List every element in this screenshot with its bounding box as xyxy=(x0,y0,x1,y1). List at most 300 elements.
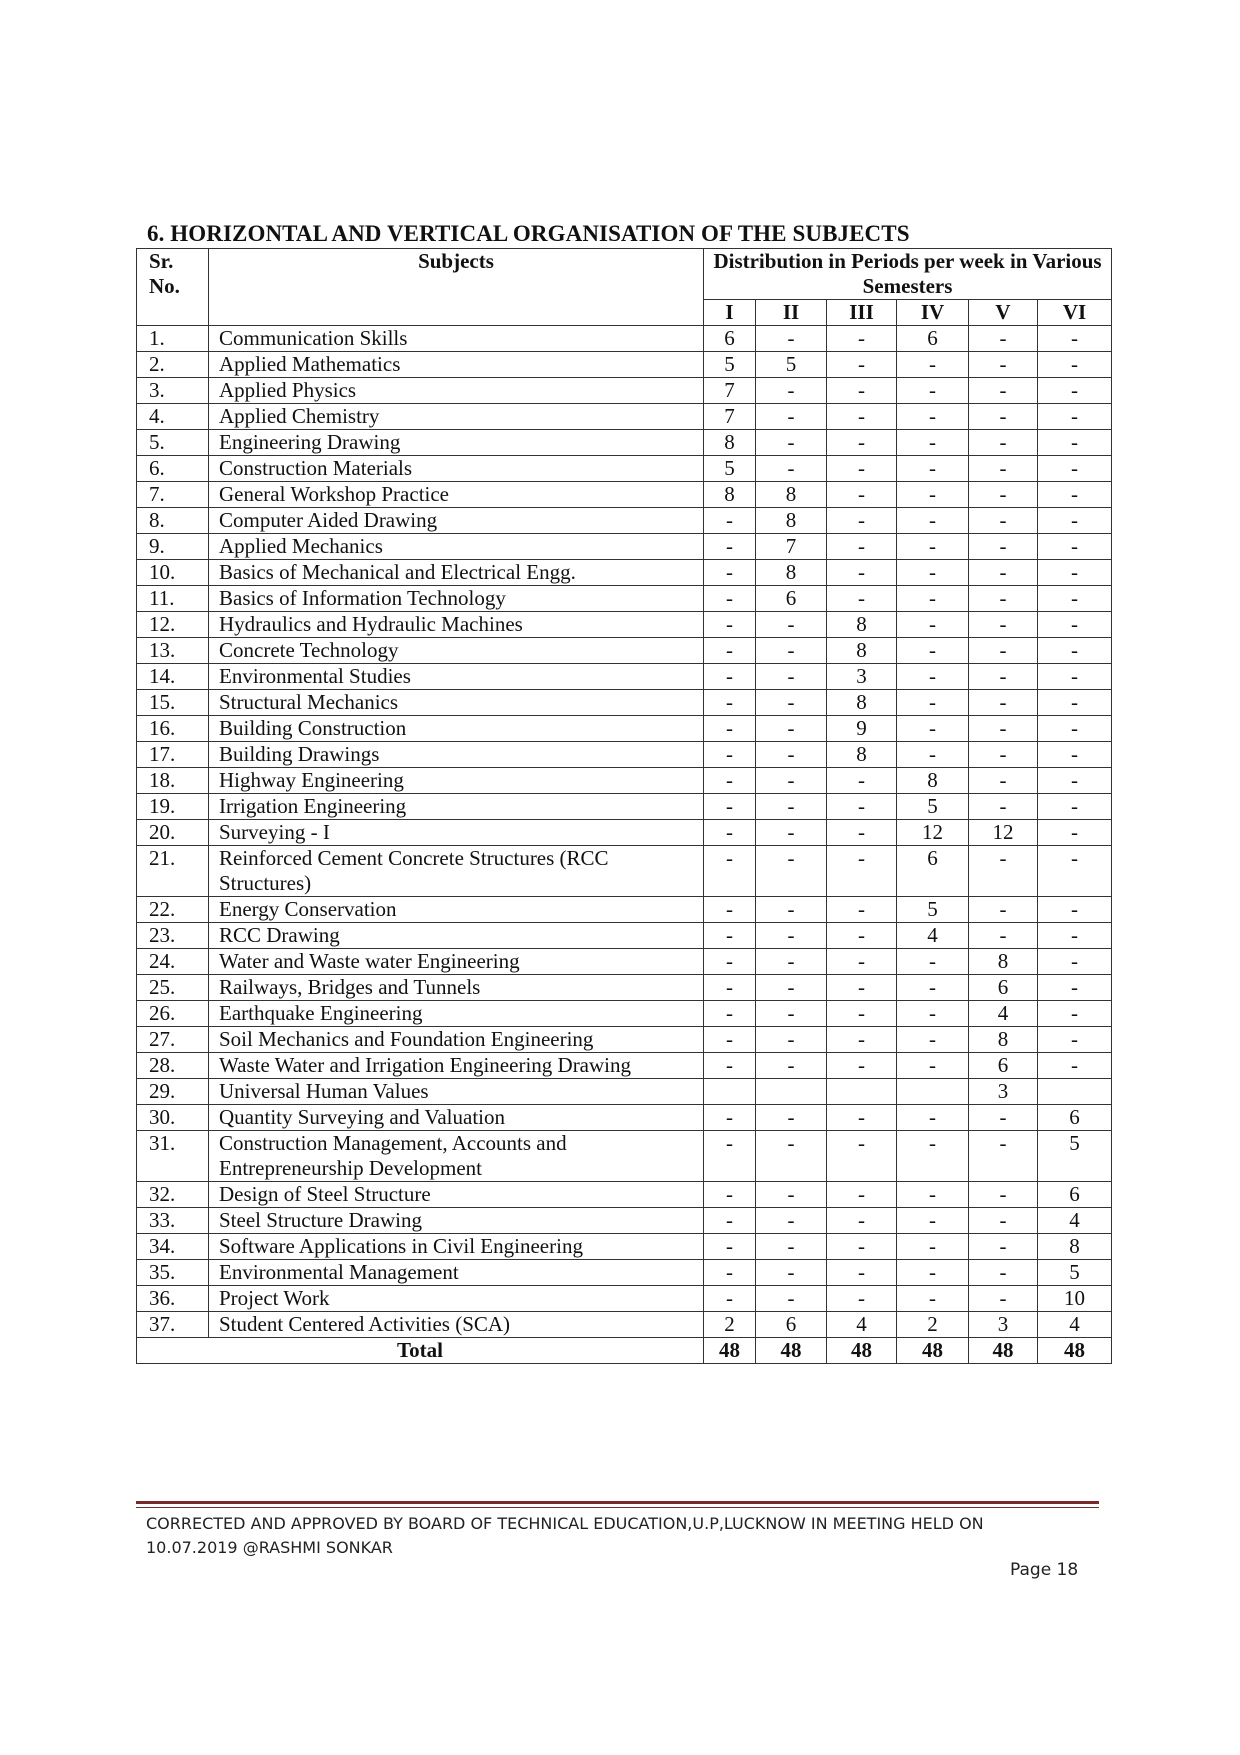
period-cell: - xyxy=(704,612,756,638)
period-cell: - xyxy=(969,404,1038,430)
period-cell: - xyxy=(827,1234,897,1260)
period-cell: - xyxy=(969,430,1038,456)
row-subject: Software Applications in Civil Engineering xyxy=(209,1234,704,1260)
row-subject: Building Drawings xyxy=(209,742,704,768)
period-cell: - xyxy=(969,794,1038,820)
period-cell: - xyxy=(827,1001,897,1027)
period-cell: - xyxy=(1038,949,1112,975)
period-cell: - xyxy=(897,404,969,430)
period-cell: - xyxy=(756,1208,827,1234)
period-cell: - xyxy=(827,1131,897,1182)
period-cell xyxy=(704,1079,756,1105)
period-cell: - xyxy=(756,1105,827,1131)
table-row xyxy=(137,456,1112,482)
row-sr-no: 10. xyxy=(137,560,209,586)
period-cell: 6 xyxy=(969,975,1038,1001)
table-row xyxy=(137,923,1112,949)
period-cell: 7 xyxy=(704,378,756,404)
period-cell: 10 xyxy=(1038,1286,1112,1312)
table-row xyxy=(137,1027,1112,1053)
period-cell: 5 xyxy=(1038,1260,1112,1286)
table-row xyxy=(137,482,1112,508)
period-cell: - xyxy=(969,1234,1038,1260)
row-sr-no: 4. xyxy=(137,404,209,430)
period-cell: 3 xyxy=(827,664,897,690)
semester-header: V xyxy=(969,300,1038,326)
period-cell: 5 xyxy=(704,352,756,378)
table-row xyxy=(137,586,1112,612)
period-cell: - xyxy=(897,1182,969,1208)
period-cell: - xyxy=(1038,742,1112,768)
period-cell: - xyxy=(897,664,969,690)
period-cell: 8 xyxy=(827,690,897,716)
period-cell: - xyxy=(704,586,756,612)
period-cell: 8 xyxy=(704,430,756,456)
period-cell: - xyxy=(827,1027,897,1053)
row-subject: Applied Mathematics xyxy=(209,352,704,378)
period-cell: - xyxy=(1038,768,1112,794)
period-cell: - xyxy=(969,1286,1038,1312)
period-cell: - xyxy=(827,1053,897,1079)
row-sr-no: 33. xyxy=(137,1208,209,1234)
table-row xyxy=(137,690,1112,716)
period-cell: - xyxy=(756,378,827,404)
footer-rule xyxy=(136,1501,1099,1504)
header-distribution: Distribution in Periods per week in Various Semesters xyxy=(704,249,1112,300)
period-cell: - xyxy=(897,1234,969,1260)
period-cell: - xyxy=(756,326,827,352)
table-row xyxy=(137,1234,1112,1260)
period-cell: - xyxy=(704,534,756,560)
period-cell: - xyxy=(897,508,969,534)
row-sr-no: 2. xyxy=(137,352,209,378)
table-row xyxy=(137,1208,1112,1234)
row-sr-no: 29. xyxy=(137,1079,209,1105)
period-cell: - xyxy=(827,534,897,560)
period-cell: - xyxy=(1038,534,1112,560)
table-row xyxy=(137,1312,1112,1338)
period-cell: - xyxy=(704,846,756,897)
row-sr-no: 1. xyxy=(137,326,209,352)
row-subject: Soil Mechanics and Foundation Engineering xyxy=(209,1027,704,1053)
period-cell: - xyxy=(969,1131,1038,1182)
table-row xyxy=(137,534,1112,560)
period-cell: - xyxy=(897,975,969,1001)
period-cell: - xyxy=(897,586,969,612)
period-cell: 8 xyxy=(756,508,827,534)
footer-rule-thin xyxy=(136,1507,1099,1508)
footer-line-1: CORRECTED AND APPROVED BY BOARD OF TECHNICAL EDUCATION,U.P,LUCKNOW IN MEETING HELD ON xyxy=(146,1514,984,1533)
period-cell: 4 xyxy=(1038,1208,1112,1234)
period-cell: 8 xyxy=(969,949,1038,975)
row-sr-no: 12. xyxy=(137,612,209,638)
row-sr-no: 28. xyxy=(137,1053,209,1079)
period-cell: - xyxy=(756,949,827,975)
period-cell: - xyxy=(897,949,969,975)
period-cell: - xyxy=(1038,897,1112,923)
period-cell: - xyxy=(1038,1001,1112,1027)
period-cell: - xyxy=(756,897,827,923)
period-cell: - xyxy=(756,404,827,430)
period-cell: - xyxy=(704,820,756,846)
period-cell xyxy=(897,1079,969,1105)
period-cell: - xyxy=(756,1053,827,1079)
period-cell: - xyxy=(704,1131,756,1182)
period-cell: - xyxy=(897,456,969,482)
row-sr-no: 16. xyxy=(137,716,209,742)
period-cell: - xyxy=(756,1027,827,1053)
period-cell: - xyxy=(827,1105,897,1131)
table-row xyxy=(137,352,1112,378)
period-cell: - xyxy=(756,456,827,482)
period-cell: - xyxy=(897,1027,969,1053)
period-cell: - xyxy=(756,638,827,664)
period-cell: - xyxy=(969,1208,1038,1234)
period-cell: - xyxy=(704,664,756,690)
table-row xyxy=(137,794,1112,820)
period-cell: - xyxy=(969,508,1038,534)
period-cell: 12 xyxy=(969,820,1038,846)
period-cell: - xyxy=(704,508,756,534)
header-subjects: Subjects xyxy=(209,249,704,326)
period-cell: - xyxy=(1038,586,1112,612)
period-cell: - xyxy=(756,716,827,742)
table-row xyxy=(137,716,1112,742)
period-cell: - xyxy=(969,612,1038,638)
table-row xyxy=(137,1131,1112,1182)
period-cell: - xyxy=(1038,612,1112,638)
row-subject: Concrete Technology xyxy=(209,638,704,664)
period-cell: - xyxy=(704,1286,756,1312)
row-subject: Water and Waste water Engineering xyxy=(209,949,704,975)
table-row xyxy=(137,1286,1112,1312)
table-row xyxy=(137,820,1112,846)
row-subject: Construction Management, Accounts and Entrepreneurship Development xyxy=(209,1131,704,1182)
row-sr-no: 35. xyxy=(137,1260,209,1286)
period-cell: 8 xyxy=(827,612,897,638)
period-cell: 8 xyxy=(827,638,897,664)
row-sr-no: 14. xyxy=(137,664,209,690)
period-cell: 4 xyxy=(827,1312,897,1338)
period-cell: - xyxy=(969,378,1038,404)
period-cell: - xyxy=(827,508,897,534)
period-cell: - xyxy=(897,378,969,404)
row-subject: Student Centered Activities (SCA) xyxy=(209,1312,704,1338)
period-cell: - xyxy=(704,1105,756,1131)
row-sr-no: 32. xyxy=(137,1182,209,1208)
period-cell: 3 xyxy=(969,1312,1038,1338)
period-cell: 6 xyxy=(756,586,827,612)
period-cell: - xyxy=(969,1182,1038,1208)
period-cell: 8 xyxy=(827,742,897,768)
row-subject: Universal Human Values xyxy=(209,1079,704,1105)
period-cell: - xyxy=(969,923,1038,949)
row-sr-no: 20. xyxy=(137,820,209,846)
period-cell: - xyxy=(897,352,969,378)
total-cell: 48 xyxy=(897,1338,969,1364)
row-sr-no: 37. xyxy=(137,1312,209,1338)
period-cell: - xyxy=(969,482,1038,508)
table-row xyxy=(137,612,1112,638)
period-cell: 5 xyxy=(897,897,969,923)
period-cell: - xyxy=(897,534,969,560)
subjects-distribution-table xyxy=(136,248,1112,1364)
period-cell: - xyxy=(897,1053,969,1079)
total-cell: 48 xyxy=(704,1338,756,1364)
row-subject: Irrigation Engineering xyxy=(209,794,704,820)
period-cell: 2 xyxy=(897,1312,969,1338)
period-cell: - xyxy=(1038,404,1112,430)
period-cell: 8 xyxy=(897,768,969,794)
period-cell: - xyxy=(756,1260,827,1286)
period-cell: 7 xyxy=(756,534,827,560)
row-subject: Building Construction xyxy=(209,716,704,742)
period-cell: - xyxy=(704,975,756,1001)
period-cell: - xyxy=(756,664,827,690)
table-row xyxy=(137,1001,1112,1027)
period-cell: - xyxy=(1038,352,1112,378)
period-cell: - xyxy=(897,1131,969,1182)
row-sr-no: 18. xyxy=(137,768,209,794)
table-row xyxy=(137,560,1112,586)
period-cell: 7 xyxy=(704,404,756,430)
table-row xyxy=(137,664,1112,690)
period-cell: - xyxy=(756,794,827,820)
period-cell: 6 xyxy=(897,846,969,897)
period-cell: 8 xyxy=(1038,1234,1112,1260)
row-sr-no: 8. xyxy=(137,508,209,534)
header-sr-no: Sr. No. xyxy=(137,249,209,326)
period-cell: - xyxy=(756,768,827,794)
period-cell: - xyxy=(756,742,827,768)
period-cell: - xyxy=(897,560,969,586)
period-cell: - xyxy=(969,534,1038,560)
row-subject: Environmental Studies xyxy=(209,664,704,690)
period-cell: - xyxy=(1038,430,1112,456)
period-cell: 8 xyxy=(756,560,827,586)
period-cell: 2 xyxy=(704,1312,756,1338)
period-cell: - xyxy=(827,430,897,456)
period-cell: - xyxy=(897,482,969,508)
period-cell: - xyxy=(827,560,897,586)
period-cell xyxy=(756,1079,827,1105)
period-cell: 6 xyxy=(1038,1105,1112,1131)
period-cell: - xyxy=(704,742,756,768)
period-cell: - xyxy=(1038,508,1112,534)
period-cell: - xyxy=(969,1105,1038,1131)
period-cell: 5 xyxy=(1038,1131,1112,1182)
period-cell: - xyxy=(1038,560,1112,586)
period-cell xyxy=(827,1079,897,1105)
row-sr-no: 6. xyxy=(137,456,209,482)
period-cell: - xyxy=(827,586,897,612)
period-cell: - xyxy=(969,690,1038,716)
period-cell: - xyxy=(827,352,897,378)
period-cell: - xyxy=(1038,846,1112,897)
table-row xyxy=(137,949,1112,975)
period-cell: - xyxy=(1038,456,1112,482)
period-cell: - xyxy=(969,560,1038,586)
section-heading: 6. HORIZONTAL AND VERTICAL ORGANISATION OF THE SUBJECTS xyxy=(147,221,910,246)
row-sr-no: 19. xyxy=(137,794,209,820)
period-cell: - xyxy=(969,846,1038,897)
period-cell: - xyxy=(969,742,1038,768)
footer-line-2: 10.07.2019 @RASHMI SONKAR xyxy=(146,1538,393,1557)
row-subject: Highway Engineering xyxy=(209,768,704,794)
row-subject: Earthquake Engineering xyxy=(209,1001,704,1027)
period-cell: - xyxy=(756,1131,827,1182)
period-cell: - xyxy=(756,923,827,949)
period-cell: 6 xyxy=(1038,1182,1112,1208)
period-cell: 6 xyxy=(704,326,756,352)
period-cell: - xyxy=(1038,638,1112,664)
period-cell: - xyxy=(827,975,897,1001)
period-cell: - xyxy=(827,846,897,897)
period-cell: - xyxy=(969,638,1038,664)
row-sr-no: 15. xyxy=(137,690,209,716)
total-cell: 48 xyxy=(756,1338,827,1364)
period-cell: - xyxy=(897,1001,969,1027)
period-cell: 4 xyxy=(1038,1312,1112,1338)
period-cell: - xyxy=(897,1286,969,1312)
row-subject: Energy Conservation xyxy=(209,897,704,923)
period-cell: - xyxy=(969,352,1038,378)
period-cell: - xyxy=(1038,690,1112,716)
period-cell: - xyxy=(704,1260,756,1286)
table-row xyxy=(137,1260,1112,1286)
period-cell: 5 xyxy=(756,352,827,378)
period-cell: - xyxy=(1038,1053,1112,1079)
period-cell: - xyxy=(969,716,1038,742)
semester-header: I xyxy=(704,300,756,326)
row-subject: Communication Skills xyxy=(209,326,704,352)
period-cell: - xyxy=(897,716,969,742)
period-cell: - xyxy=(704,560,756,586)
period-cell: - xyxy=(1038,664,1112,690)
row-subject: Waste Water and Irrigation Engineering Drawing xyxy=(209,1053,704,1079)
row-subject: Construction Materials xyxy=(209,456,704,482)
row-sr-no: 36. xyxy=(137,1286,209,1312)
period-cell: - xyxy=(969,1260,1038,1286)
total-cell: 48 xyxy=(827,1338,897,1364)
row-sr-no: 5. xyxy=(137,430,209,456)
period-cell: 12 xyxy=(897,820,969,846)
row-subject: Environmental Management xyxy=(209,1260,704,1286)
table-row xyxy=(137,897,1112,923)
row-sr-no: 17. xyxy=(137,742,209,768)
table-row xyxy=(137,430,1112,456)
period-cell: - xyxy=(704,1001,756,1027)
table-row xyxy=(137,638,1112,664)
table-row xyxy=(137,975,1112,1001)
period-cell: - xyxy=(827,1260,897,1286)
period-cell: 6 xyxy=(756,1312,827,1338)
period-cell: - xyxy=(1038,820,1112,846)
period-cell: 8 xyxy=(704,482,756,508)
period-cell: - xyxy=(756,975,827,1001)
table-row xyxy=(137,1079,1112,1105)
period-cell: - xyxy=(704,1053,756,1079)
row-subject: Project Work xyxy=(209,1286,704,1312)
period-cell: - xyxy=(1038,923,1112,949)
period-cell: - xyxy=(1038,716,1112,742)
period-cell: - xyxy=(827,404,897,430)
period-cell: - xyxy=(827,326,897,352)
row-sr-no: 7. xyxy=(137,482,209,508)
period-cell: - xyxy=(969,768,1038,794)
period-cell: - xyxy=(756,612,827,638)
total-label: Total xyxy=(137,1338,704,1364)
period-cell: 5 xyxy=(897,794,969,820)
period-cell: - xyxy=(897,1208,969,1234)
period-cell: 6 xyxy=(897,326,969,352)
period-cell: - xyxy=(1038,1027,1112,1053)
period-cell: - xyxy=(704,638,756,664)
period-cell: - xyxy=(827,768,897,794)
table-row xyxy=(137,1182,1112,1208)
row-sr-no: 21. xyxy=(137,846,209,897)
row-subject: General Workshop Practice xyxy=(209,482,704,508)
row-subject: Basics of Information Technology xyxy=(209,586,704,612)
period-cell: - xyxy=(756,690,827,716)
semester-header: II xyxy=(756,300,827,326)
period-cell: 9 xyxy=(827,716,897,742)
table-row xyxy=(137,1105,1112,1131)
period-cell: 8 xyxy=(756,482,827,508)
row-subject: Steel Structure Drawing xyxy=(209,1208,704,1234)
period-cell: - xyxy=(704,690,756,716)
row-sr-no: 13. xyxy=(137,638,209,664)
row-subject: Engineering Drawing xyxy=(209,430,704,456)
period-cell: - xyxy=(827,923,897,949)
period-cell: - xyxy=(827,949,897,975)
period-cell: - xyxy=(704,923,756,949)
row-sr-no: 27. xyxy=(137,1027,209,1053)
period-cell: 6 xyxy=(969,1053,1038,1079)
table-row xyxy=(137,326,1112,352)
table-row xyxy=(137,508,1112,534)
period-cell: - xyxy=(827,1182,897,1208)
row-sr-no: 3. xyxy=(137,378,209,404)
row-subject: Structural Mechanics xyxy=(209,690,704,716)
row-sr-no: 25. xyxy=(137,975,209,1001)
row-sr-no: 34. xyxy=(137,1234,209,1260)
row-subject: Hydraulics and Hydraulic Machines xyxy=(209,612,704,638)
table-row xyxy=(137,742,1112,768)
period-cell: - xyxy=(756,1182,827,1208)
period-cell: 8 xyxy=(969,1027,1038,1053)
period-cell: - xyxy=(969,664,1038,690)
period-cell: - xyxy=(897,1105,969,1131)
row-subject: Reinforced Cement Concrete Structures (RCC Structures) xyxy=(209,846,704,897)
period-cell: - xyxy=(704,1027,756,1053)
period-cell: - xyxy=(1038,794,1112,820)
period-cell: - xyxy=(827,482,897,508)
period-cell: - xyxy=(1038,975,1112,1001)
row-sr-no: 26. xyxy=(137,1001,209,1027)
total-cell: 48 xyxy=(969,1338,1038,1364)
period-cell: - xyxy=(827,1286,897,1312)
period-cell: - xyxy=(897,690,969,716)
period-cell: 4 xyxy=(969,1001,1038,1027)
row-subject: Surveying - I xyxy=(209,820,704,846)
period-cell: - xyxy=(704,716,756,742)
period-cell: - xyxy=(756,1234,827,1260)
period-cell: - xyxy=(756,1001,827,1027)
period-cell: - xyxy=(897,612,969,638)
period-cell: - xyxy=(704,949,756,975)
period-cell: - xyxy=(704,794,756,820)
